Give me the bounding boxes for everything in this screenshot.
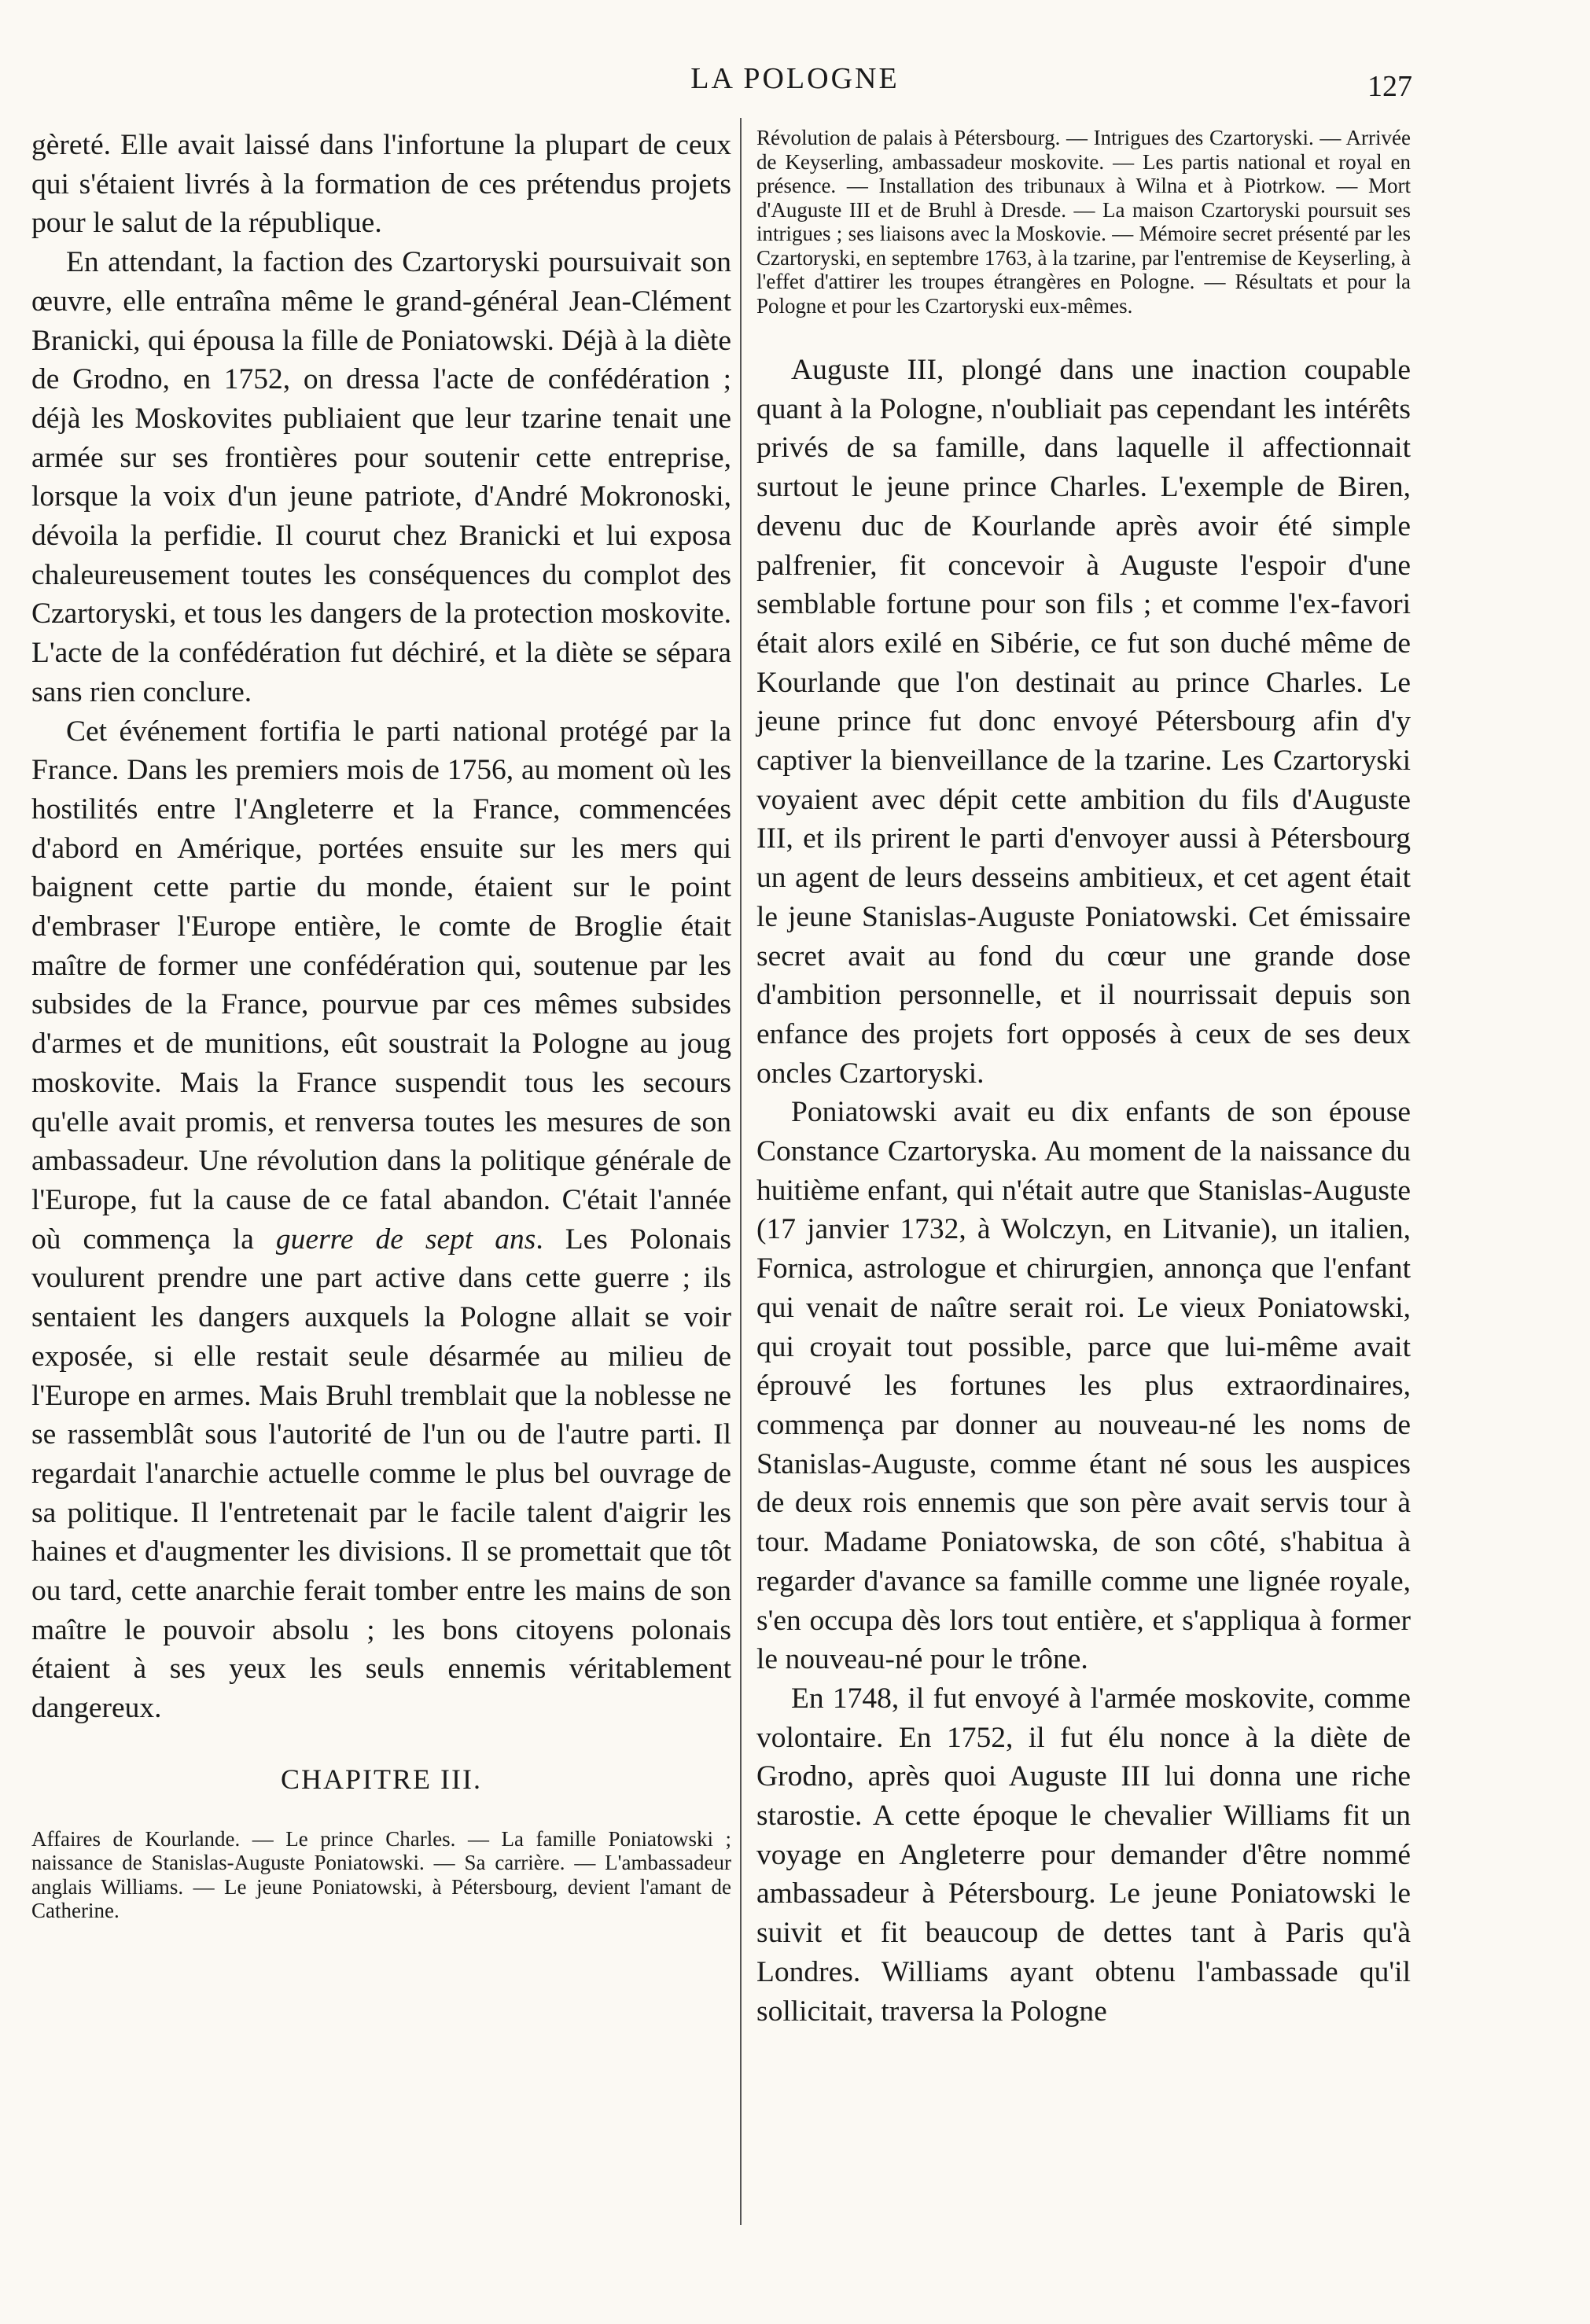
page-header [0, 57, 1590, 104]
paragraph [31, 712, 731, 1728]
paragraph: Auguste III, plongé dans une inaction coupable quant à la Pologne, n'oubliait pas cependant les intérêts privés de sa famille, dans laquelle il affectionnait surtout le jeune prince Charles. L'exemple de Biren, devenu duc de Kourlande après avoir été simple palfrenier, fit concevoir à Auguste l'espoir d'une semblable fortune pour son fils ; et comme l'ex-favori était alors exilé en Sibérie, ce fut son duché même de Kourlande que l'on destinait au prince Charles. Le jeune prince fut donc envoyé Pétersbourg afin d'y captiver la bienveillance de la tzarine. Les Czartoryski voyaient avec dépit cette ambition du fils d'Auguste III, et ils prirent le parti d'envoyer aussi à Pétersbourg un agent de leurs desseins ambitieux, et cet agent était le jeune Stanislas-Auguste Poniatowski. Cet émissaire secret avait au fond du cœur une grande dose d'ambition personnelle, et il nourrissait depuis son enfance des projets fort opposés à ceux de ses deux oncles Czartoryski. [756, 354, 1411, 1090]
page-number: 127 [1367, 70, 1412, 103]
paragraph: En attendant, la faction des Czartoryski poursuivait son œuvre, elle entraîna même le grand-général Jean-Clément Branicki, qui épousa la fille de Poniatowski. Déjà à la diète de Grodno, en 1752, on dressa l'acte de confédération ; déjà les Moskovites publiaient que leur tzarine tenait une armée sur ses frontières pour soutenir cette entreprise, lorsque la voix d'un jeune patriote, d'André Mokronoski, dévoila la perfidie. Il courut chez Branicki et lui exposa chaleureusement toutes les conséquences du complot des Czartoryski, et tous les dangers de la protection moskovite. L'acte de la confédération fut déchiré, et la diète se sépara sans rien conclure. [31, 246, 731, 708]
chapter-summary: Affaires de Kourlande. — Le prince Charles. — La famille Poniatowski ; naissance de Stanislas-Auguste Poniatowski. — Sa carrière. — L'ambassadeur anglais Williams. — Le jeune Poniatowski, à Pétersbourg, devient l'amant de Catherine. [31, 1826, 731, 1923]
running-title: LA POLOGNE [690, 62, 900, 95]
italic-phrase: guerre de sept ans [275, 1223, 536, 1256]
paragraph: gèreté. Elle avait laissé dans l'infortune la plupart de ceux qui s'étaient livrés à la formation de ces prétendus projets pour le salut de la république. [31, 129, 731, 240]
paragraph-text: . Les Polonais voulurent prendre une part active dans cette guerre ; ils sentaient les dangers auxquels la Pologne allait se voir exposée, si elle restait seule désarmée au milieu de l'Europe en armes. Mais Bruhl tremblait que la noblesse ne se rassemblât sous l'autorité de l'un ou de l'autre parti. Il regardait l'anarchie actuelle comme le plus bel ouvrage de sa politique. Il l'entretenait par le facile talent d'aigrir les haines et d'augmenter les divisions. Il se promettait que tôt ou tard, cette anarchie ferait tomber entre les mains de son maître le pouvoir absolu ; les bons citoyens polonais étaient à ses yeux les seuls ennemis véritablement dangereux. [31, 1223, 732, 1725]
column-divider [740, 118, 742, 2225]
paragraph-text: Cet événement fortifia le parti national protégé par la France. Dans les premiers mois de 1756, au moment où les hostilités entre l'Angleterre et la France, commencées d'abord en Amérique, portées ensuite sur les mers qui baignent cette partie du monde, étaient sur le point d'embraser l'Europe entière, le comte de Broglie était maître de former une confédération qui, soutenue par les subsides de la France, pourvue par ces mêmes subsides d'armes et de munitions, eût soustrait la Pologne au joug moskovite. Mais la France suspendit tous les secours qu'elle avait promis, et renversa toutes les mesures de son ambassadeur. Une révolution dans la politique générale de l'Europe, fut la cause de ce fatal abandon. C'était l'année où commença la [31, 715, 731, 1256]
right-column [756, 126, 1411, 2031]
paragraph: Poniatowski avait eu dix enfants de son épouse Constance Czartoryska. Au moment de la naissance du huitième enfant, qui n'était autre que Stanislas-Auguste (17 janvier 1732, à Wolczyn, en Litvanie), un italien, Fornica, astrologue et chirurgien, annonça que l'enfant qui venait de naître serait roi. Le vieux Poniatowski, qui croyait tout possible, parce que lui-même avait éprouvé les fortunes les plus extraordinaires, commença par donner au nouveau-né les noms de Stanislas-Auguste, comme étant né sous les auspices de deux rois ennemis que son père avait servis tour à tour. Madame Poniatowska, de son côté, s'habitua à regarder d'avance sa famille comme une lignée royale, s'en occupa dès lors tout entière, et s'appliqua à former le nouveau-né pour le trône. [756, 1096, 1411, 1676]
chapter-summary-continued: Révolution de palais à Pétersbourg. — Intrigues des Czartoryski. — Arrivée de Keyserling, ambassadeur moskovite. — Les partis national et royal en présence. — Installation des tribunaux à Wilna et à Piotrkow. — Mort d'Auguste III et de Bruhl à Dresde. — La maison Czartoryski poursuit ses intrigues ; ses liaisons avec la Moskovie. — Mémoire secret présenté par les Czartoryski, en septembre 1763, à la tzarine, par l'entremise de Keyserling, à l'effet d'attirer les troupes étrangères en Pologne. — Résultats et pour la Pologne et pour les Czartoryski eux-mêmes. [756, 126, 1411, 318]
left-column [31, 126, 731, 1923]
paragraph: En 1748, il fut envoyé à l'armée moskovite, comme volontaire. En 1752, il fut élu nonce à la diète de Grodno, après quoi Auguste III lui donna une riche starostie. A cette époque le chevalier Williams fit un voyage en Angleterre pour demander d'être nommé ambassadeur à Pétersbourg. Le jeune Poniatowski le suivit et fit beaucoup de dettes tant à Paris qu'à Londres. Williams ayant obtenu l'ambassade qu'il sollicitait, traversa la Pologne [756, 1682, 1411, 2028]
chapter-title: CHAPITRE III. [281, 1763, 482, 1795]
